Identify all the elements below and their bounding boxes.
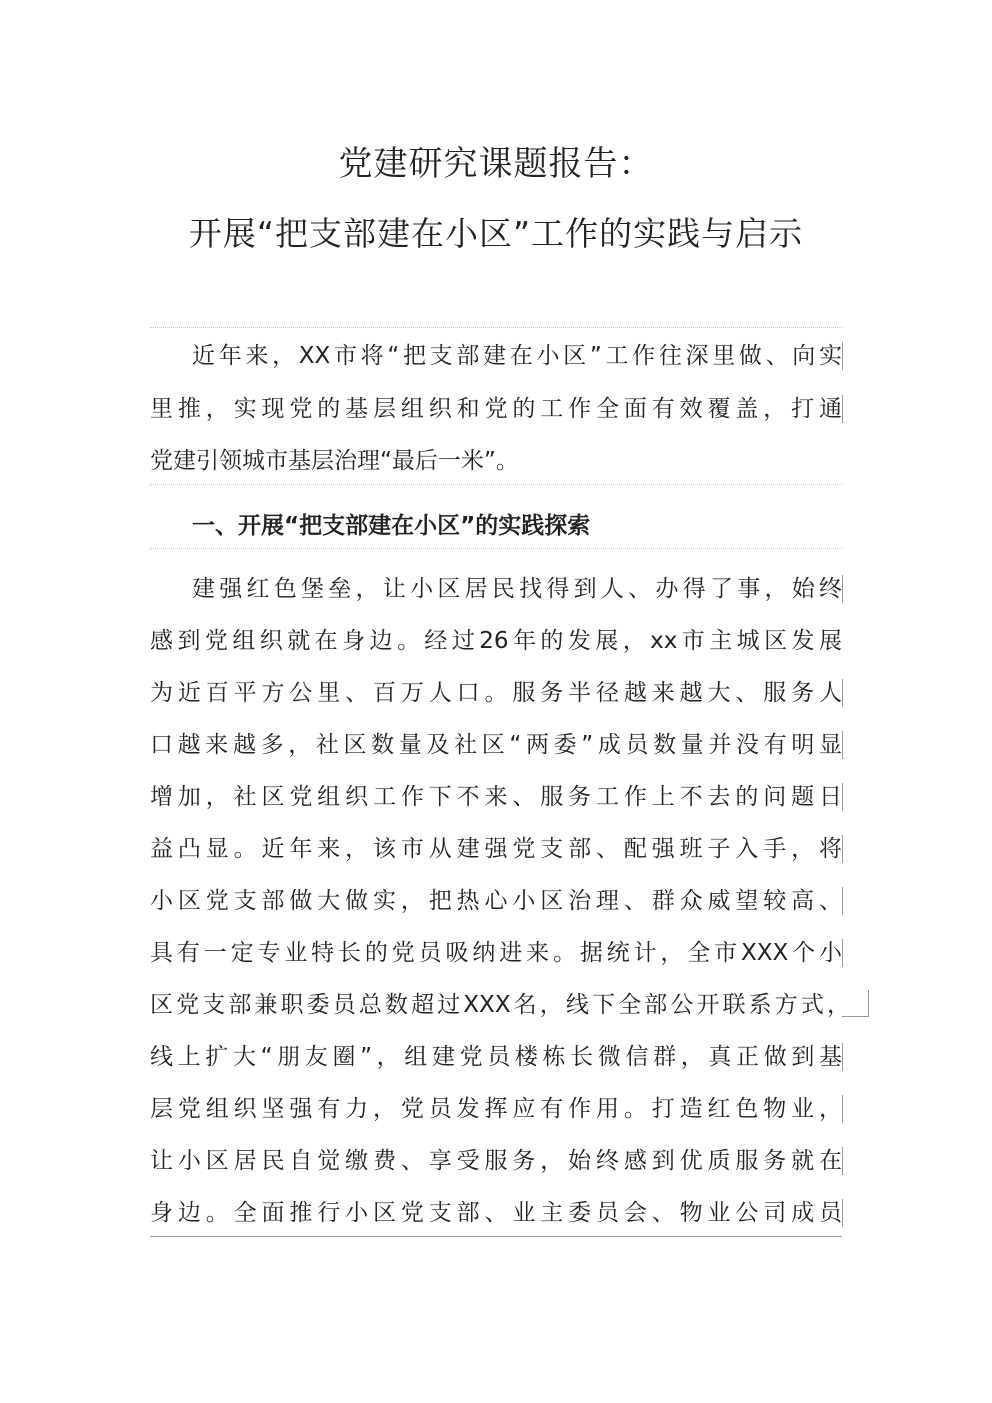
margin-mark [842, 887, 843, 915]
divider [150, 327, 842, 328]
body-line-2: 感到党组织就在身边。经过26年的发展，xx市主城区发展 [150, 628, 842, 654]
body-line-6: 益凸显。近年来，该市从建强党支部、配强班子入手，将 [150, 836, 842, 862]
body-line-11: 层党组织坚强有力，党员发挥应有作用。打造红色物业， [150, 1096, 842, 1122]
body-line-13: 身边。全面推行小区党支部、业主委员会、物业公司成员 [150, 1200, 842, 1226]
section-heading: 一、开展“把支部建在小区”的实践探索 [192, 513, 591, 539]
report-title-line2: 开展“把支部建在小区”工作的实践与启示 [188, 214, 804, 253]
margin-mark [842, 575, 843, 603]
divider [150, 484, 842, 485]
body-line-4: 口越来越多，社区数量及社区“两委”成员数量并没有明显 [150, 732, 842, 758]
intro-line-3: 党建引领城市基层治理“最后一米”。 [150, 448, 519, 474]
margin-mark [842, 731, 843, 759]
body-line-1: 建强红色堡垒，让小区居民找得到人、办得了事，始终 [192, 576, 842, 602]
divider [150, 548, 842, 549]
margin-mark [842, 342, 843, 370]
margin-mark [842, 395, 843, 423]
report-title-line1: 党建研究课题报告： [338, 144, 654, 184]
body-line-8: 具有一定专业特长的党员吸纳进来。据统计，全市XXX个小 [150, 940, 842, 966]
body-line-3: 为近百平方公里、百万人口。服务半径越来越大、服务人 [150, 680, 842, 706]
body-line-10: 线上扩大“朋友圈”，组建党员楼栋长微信群，真正做到基 [150, 1044, 842, 1070]
margin-mark [842, 1095, 843, 1123]
intro-line-2: 里推，实现党的基层组织和党的工作全面有效覆盖，打通 [150, 396, 842, 422]
page-bottom-rule [150, 1236, 842, 1237]
intro-line-1: 近年来，XX市将“把支部建在小区”工作往深里做、向实 [192, 343, 842, 369]
margin-mark [842, 1147, 843, 1175]
margin-mark [842, 990, 869, 1017]
margin-mark [842, 939, 843, 967]
body-line-12: 让小区居民自觉缴费、享受服务，始终感到优质服务就在 [150, 1148, 842, 1174]
body-line-9: 区党支部兼职委员总数超过XXX名，线下全部公开联系方式， [150, 992, 850, 1018]
margin-mark [842, 1199, 843, 1227]
margin-mark [842, 835, 843, 863]
margin-mark [842, 1043, 843, 1071]
margin-mark [842, 679, 843, 707]
body-line-5: 增加，社区党组织工作下不来、服务工作上不去的问题日 [150, 784, 842, 810]
body-line-7: 小区党支部做大做实，把热心小区治理、群众威望较高、 [150, 888, 842, 914]
margin-mark [842, 783, 843, 811]
